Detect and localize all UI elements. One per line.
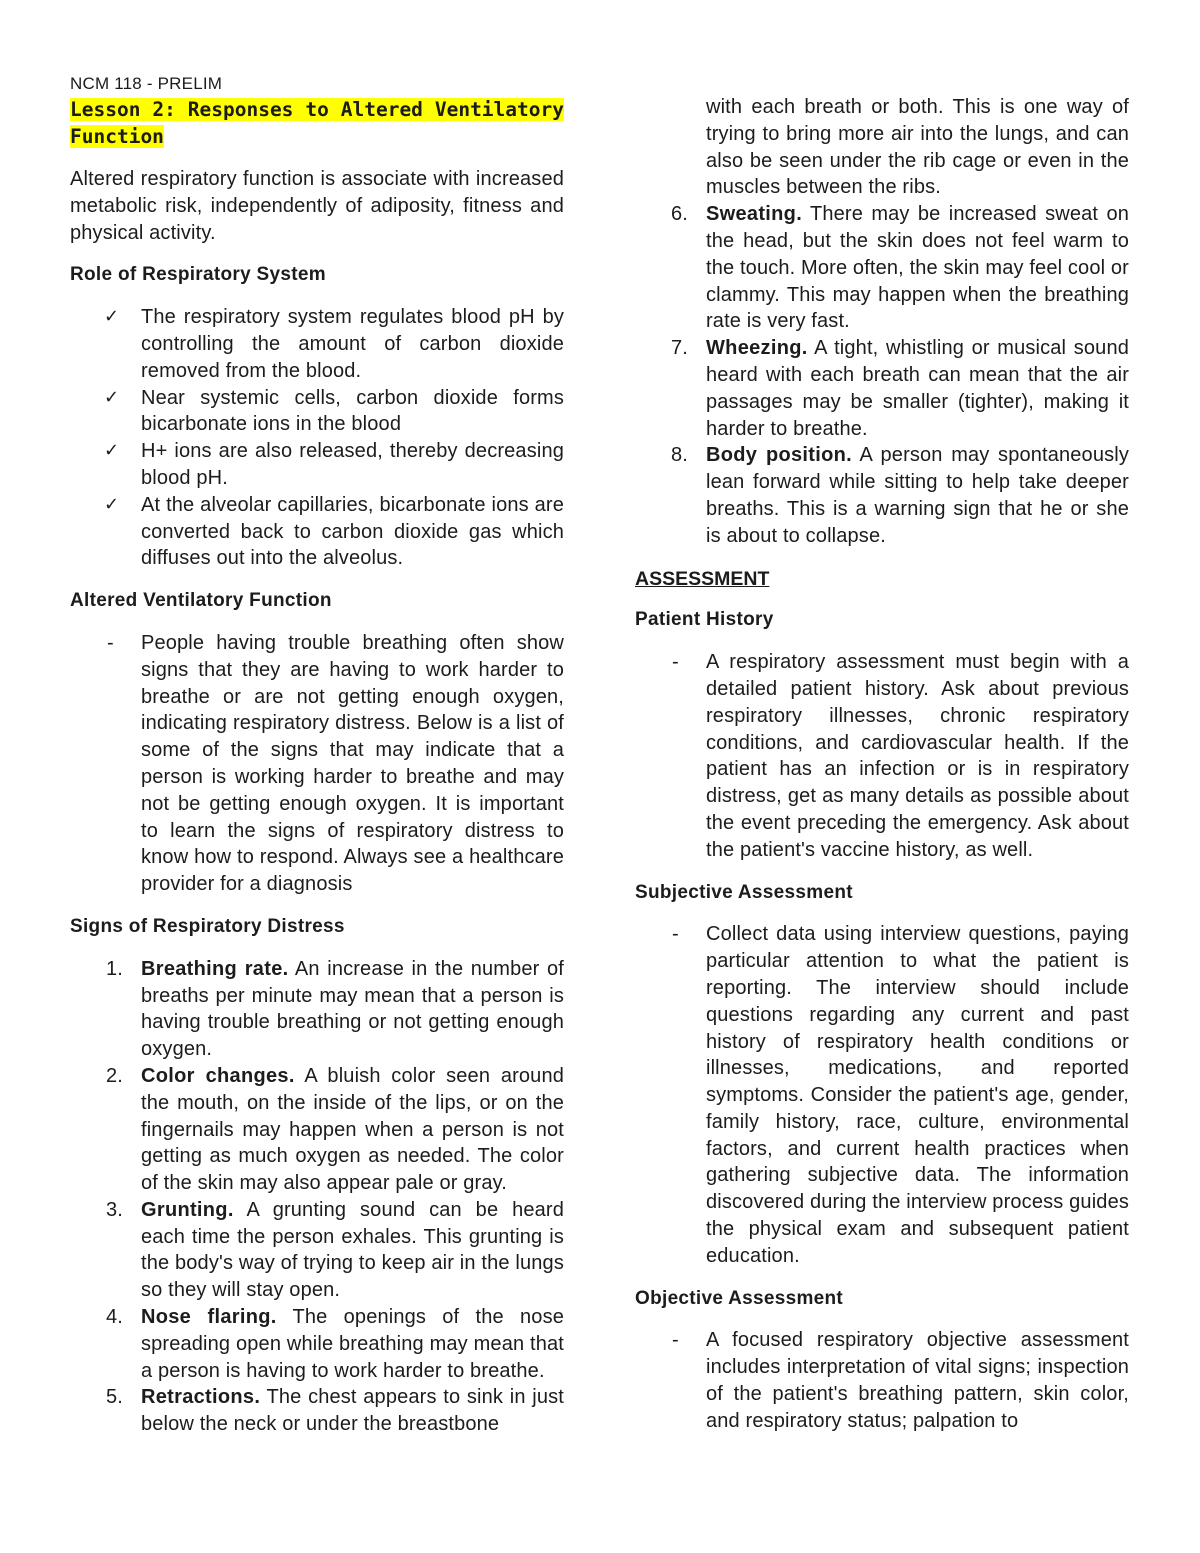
sign-term: Color changes.	[141, 1064, 295, 1087]
sign-term: Sweating.	[706, 203, 803, 226]
sign-number: 2.	[106, 1064, 123, 1087]
sign-term: Retractions.	[141, 1386, 261, 1409]
sign-number: 7.	[671, 337, 688, 360]
role-item	[70, 385, 564, 439]
objective-text: A focused respiratory objective assessment includes interpretation of vital signs; inspection of the patient's breathing pattern, skin color, and respiratory status; palpation to	[706, 1329, 1129, 1432]
sign-number: 1.	[106, 957, 123, 980]
sign-text: A tight, whistling or musical sound heard with each breath can mean that the air passages may be smaller (tighter), making it harder to breathe.	[706, 337, 1129, 440]
dash-bullet: -	[107, 631, 114, 654]
signs-list-continued	[635, 94, 1129, 550]
sign-term: Breathing rate.	[141, 957, 289, 980]
sign-term: Grunting.	[141, 1198, 234, 1221]
sign-text: There may be increased sweat on the head, but the skin does not feel warm to the touch. More often, the skin may feel cool or clammy. This may happen when the breathing rate is very fast.	[706, 203, 1129, 333]
checkmark-icon: ✓	[104, 440, 120, 462]
page-header: NCM 118 - PRELIM	[70, 74, 223, 93]
subjective-item	[635, 921, 1129, 1269]
sign-text: A person may spontaneously lean forward while sitting to help take deeper breaths. This is a warning sign that he or she is about to collapse.	[706, 444, 1129, 547]
sign-item	[70, 1304, 564, 1384]
altered-list	[70, 630, 564, 898]
dash-bullet: -	[672, 923, 679, 946]
role-list	[70, 304, 564, 572]
sign-item	[70, 1063, 564, 1197]
role-item	[70, 304, 564, 384]
role-item-text: H+ ions are also released, thereby decreasing blood pH.	[141, 440, 564, 489]
dash-bullet: -	[672, 651, 679, 674]
role-heading: Role of Respiratory System	[70, 264, 326, 286]
sign-item	[635, 201, 1129, 335]
subjective-text: Collect data using interview questions, paying particular attention to what the patient is reporting. The interview should include questions regarding any current and past history of respiratory health conditions or illnesses, medications, and reported symptoms. Consider the patient's age, gender, family history, race, culture, environmental factors, and current health practices when gathering subjective data. The information discovered during the interview process guides the physical exam and subsequent patient education.	[706, 923, 1129, 1267]
sign-item	[635, 442, 1129, 549]
role-item-text: The respiratory system regulates blood pH by controlling the amount of carbon dioxide removed from the blood.	[141, 306, 564, 382]
lesson-intro: Altered respiratory function is associate with increased metabolic risk, independently of adiposity, fitness and physical activity.	[70, 168, 564, 244]
sign-text: A grunting sound can be heard each time the person exhales. This grunting is the body's way of trying to keep air in the lungs so they will stay open.	[141, 1198, 564, 1302]
signs-heading: Signs of Respiratory Distress	[70, 915, 345, 937]
lesson-title	[70, 96, 564, 150]
patient-history-text: A respiratory assessment must begin with a detailed patient history. Ask about previous respiratory illnesses, chronic respiratory conditions, and cardiovascular health. If the patient has an infection or is in respiratory distress, get as many details as possible about the event preceding the emergency. Ask about the patient's vaccine history, as well.	[706, 651, 1129, 861]
altered-heading: Altered Ventilatory Function	[70, 590, 332, 612]
role-item	[70, 492, 564, 572]
checkmark-icon: ✓	[104, 306, 120, 328]
sign-text: An increase in the number of breaths per minute may mean that a person is having trouble breathing or not getting enough oxygen.	[141, 957, 564, 1061]
left-column	[70, 96, 564, 1438]
altered-item-text: People having trouble breathing often show signs that they are having to work harder to breathe or are not getting enough oxygen, indicating respiratory distress. Below is a list of some of the signs that may indicate that a person is working harder to breathe and may not be getting enough oxygen. It is important to learn the signs of respiratory distress to know how to respond. Always see a healthcare provider for a diagnosis	[141, 631, 564, 896]
sign-number: 5.	[106, 1386, 123, 1409]
sign-term: Nose flaring.	[141, 1306, 277, 1329]
role-item	[70, 438, 564, 492]
sign-term: Wheezing.	[706, 337, 808, 360]
objective-item	[635, 1327, 1129, 1434]
sign-continuation-text: with each breath or both. This is one way of trying to bring more air into the lungs, and can also be seen under the rib cage or even in the muscles between the ribs.	[706, 96, 1129, 199]
objective-heading: Objective Assessment	[635, 1287, 844, 1309]
assessment-heading: ASSESSMENT	[635, 567, 770, 590]
signs-list	[70, 956, 564, 1438]
role-item-text: At the alveolar capillaries, bicarbonate ions are converted back to carbon dioxide gas which diffuses out into the alveolus.	[141, 493, 564, 570]
sign-text: The chest appears to sink in just below the neck or under the breastbone	[141, 1386, 564, 1436]
checkmark-icon: ✓	[104, 386, 120, 408]
sign-item	[70, 1384, 564, 1438]
altered-item	[70, 630, 564, 898]
sign-text: A bluish color seen around the mouth, on the inside of the lips, or on the fingernails may happen when a person is not getting as much oxygen as needed. The color of the skin may also appear pale or gray.	[141, 1064, 564, 1195]
role-item-text: Near systemic cells, carbon dioxide forms bicarbonate ions in the blood	[141, 386, 564, 436]
sign-term: Body position.	[706, 444, 852, 467]
subjective-list	[635, 921, 1129, 1269]
lesson-title-highlight: Lesson 2: Responses to Altered Ventilatory Function	[70, 98, 564, 148]
sign-number: 4.	[106, 1306, 123, 1329]
subjective-heading: Subjective Assessment	[635, 881, 853, 903]
sign-number: 3.	[106, 1198, 123, 1221]
checkmark-icon: ✓	[104, 493, 120, 515]
sign-item	[70, 1197, 564, 1304]
patient-history-list	[635, 649, 1129, 863]
sign-item	[70, 956, 564, 1063]
dash-bullet: -	[672, 1329, 679, 1352]
sign-text: The openings of the nose spreading open while breathing may mean that a person is having to work harder to breathe.	[141, 1306, 564, 1382]
patient-history-heading: Patient History	[635, 609, 774, 631]
objective-list	[635, 1327, 1129, 1434]
patient-history-item	[635, 649, 1129, 863]
sign-number: 6.	[671, 203, 688, 226]
sign-item-continuation	[635, 94, 1129, 201]
sign-number: 8.	[671, 444, 688, 467]
sign-item	[635, 335, 1129, 442]
right-column	[635, 94, 1129, 1435]
